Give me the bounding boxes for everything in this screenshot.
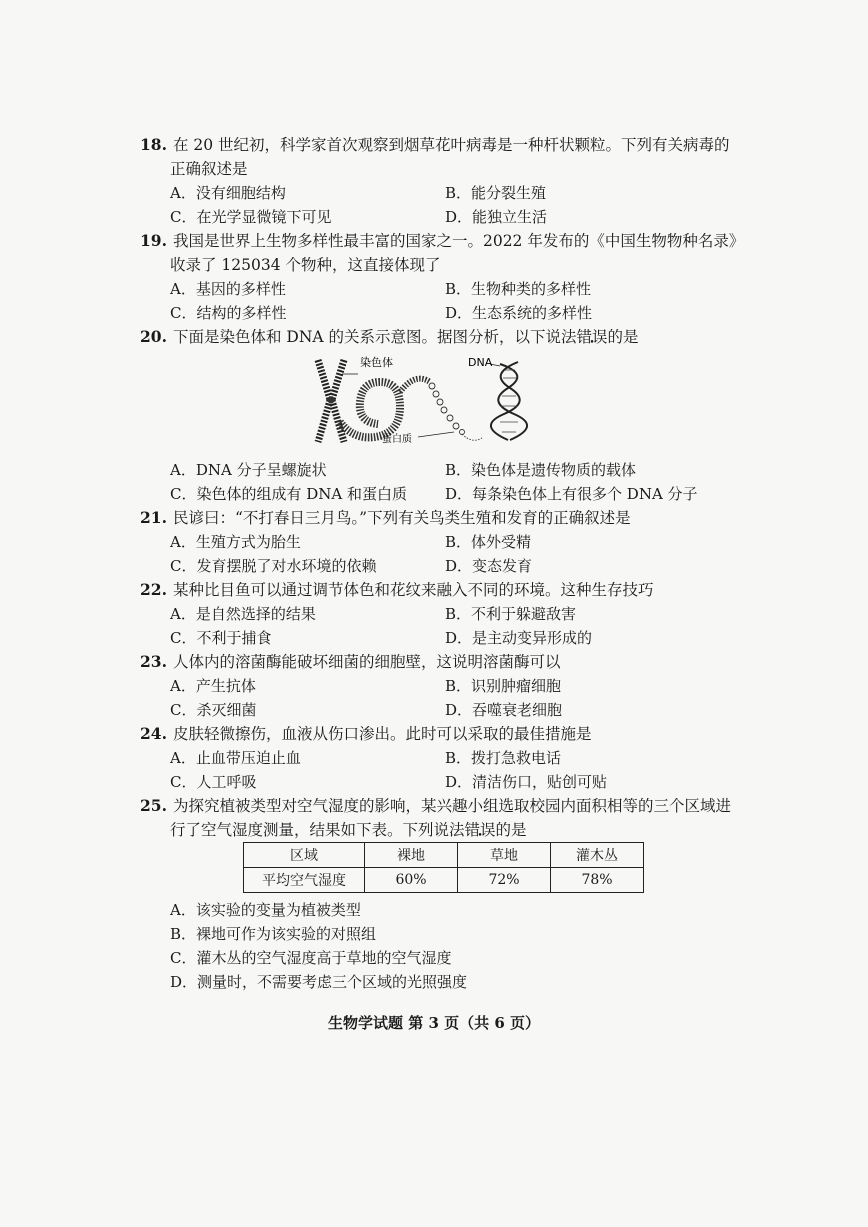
table-header-row bbox=[244, 843, 644, 868]
option-b[interactable]: B．能分裂生殖 bbox=[445, 184, 547, 202]
table-cell: 60% bbox=[365, 868, 458, 893]
question-stem: 皮肤轻微擦伤，血液从伤口渗出。此时可以采取的最佳措施是 bbox=[172, 725, 592, 743]
question-stem: 民谚曰：“不打春日三月鸟。”下列有关鸟类生殖和发育的正确叙述是 bbox=[172, 509, 631, 527]
question-stem: 在 20 世纪初，科学家首次观察到烟草花叶病毒是一种杆状颗粒。下列有关病毒的 bbox=[172, 136, 730, 154]
table-row-label: 平均空气湿度 bbox=[244, 868, 365, 893]
table-header: 草地 bbox=[458, 843, 551, 868]
question-stem: 我国是世界上生物多样性最丰富的国家之一。2022 年发布的《中国生物物种名录》 bbox=[172, 232, 745, 250]
question-number: 22. bbox=[140, 580, 167, 599]
coiled-fiber-illustration bbox=[340, 379, 430, 438]
option-a[interactable]: A．产生抗体 bbox=[170, 677, 256, 695]
option-c[interactable]: C．在光学显微镜下可见 bbox=[170, 208, 332, 226]
table-header: 灌木丛 bbox=[551, 843, 644, 868]
question-number: 24. bbox=[140, 724, 167, 743]
chromosome-label: 染色体 bbox=[360, 356, 393, 369]
question-number: 20. bbox=[140, 327, 167, 346]
emphasis-text: 错误 bbox=[576, 328, 608, 346]
option-c[interactable]: C．杀灭细菌 bbox=[170, 701, 257, 719]
option-d[interactable]: D．能独立生活 bbox=[445, 208, 548, 226]
option-b[interactable]: B．染色体是遗传物质的载体 bbox=[445, 461, 637, 479]
protein-label: 蛋白质 bbox=[382, 434, 412, 445]
question-20 bbox=[140, 325, 740, 349]
question-25 bbox=[140, 794, 740, 842]
question-number: 19. bbox=[140, 231, 167, 250]
question-number: 21. bbox=[140, 508, 167, 527]
option-a[interactable]: A．该实验的变量为植被类型 bbox=[170, 901, 361, 919]
question-18 bbox=[140, 133, 740, 229]
table-cell: 78% bbox=[551, 868, 644, 893]
dna-helix-illustration bbox=[491, 362, 527, 440]
page-footer: 生物学试题 第 3 页（共 6 页） bbox=[328, 1014, 540, 1032]
nucleosome-beads bbox=[429, 383, 465, 435]
option-c[interactable]: C．灌木丛的空气湿度高于草地的空气湿度 bbox=[170, 949, 452, 967]
question-stem-end: 的是 bbox=[495, 821, 527, 839]
option-d[interactable]: D．每条染色体上有很多个 DNA 分子 bbox=[445, 485, 698, 503]
option-b[interactable]: B．不利于躲避敌害 bbox=[445, 605, 577, 623]
question-25-options bbox=[140, 898, 740, 994]
option-d[interactable]: D．是主动变异形成的 bbox=[445, 629, 593, 647]
option-b[interactable]: B．拨打急救电话 bbox=[445, 749, 562, 767]
question-stem-end: 的是 bbox=[607, 328, 639, 346]
option-c[interactable]: C．人工呼吸 bbox=[170, 773, 257, 791]
humidity-table bbox=[243, 842, 644, 893]
question-stem-cont: 行了空气湿度测量，结果如下表。下列说法 bbox=[170, 821, 465, 839]
table-header: 区域 bbox=[244, 843, 365, 868]
protein-pointer bbox=[418, 432, 454, 437]
question-22 bbox=[140, 578, 740, 650]
question-stem: 下面是染色体和 DNA 的关系示意图。据图分析，以下说法 bbox=[172, 328, 577, 346]
option-a[interactable]: A．DNA 分子呈螺旋状 bbox=[170, 461, 327, 479]
option-c[interactable]: C．染色体的组成有 DNA 和蛋白质 bbox=[170, 485, 407, 503]
question-stem-cont: 正确叙述是 bbox=[170, 160, 248, 178]
option-a[interactable]: A．没有细胞结构 bbox=[170, 184, 286, 202]
question-19 bbox=[140, 229, 745, 325]
option-c[interactable]: C．结构的多样性 bbox=[170, 304, 287, 322]
option-a[interactable]: A．生殖方式为胎生 bbox=[170, 533, 301, 551]
question-stem: 某种比目鱼可以通过调节体色和花纹来融入不同的环境。这种生存技巧 bbox=[172, 581, 654, 599]
option-b[interactable]: B．裸地可作为该实验的对照组 bbox=[170, 925, 377, 943]
option-c[interactable]: C．发育摆脱了对水环境的依赖 bbox=[170, 557, 377, 575]
question-20-options bbox=[140, 458, 740, 506]
option-c[interactable]: C．不利于捕食 bbox=[170, 629, 272, 647]
question-number: 18. bbox=[140, 135, 167, 154]
dna-label: DNA bbox=[468, 356, 493, 369]
table-row bbox=[244, 868, 644, 893]
table-header: 裸地 bbox=[365, 843, 458, 868]
question-23 bbox=[140, 650, 740, 722]
option-a[interactable]: A．止血带压迫止血 bbox=[170, 749, 301, 767]
question-24 bbox=[140, 722, 740, 794]
question-number: 25. bbox=[140, 796, 167, 815]
question-stem: 人体内的溶菌酶能破坏细菌的细胞壁，这说明溶菌酶可以 bbox=[172, 653, 561, 671]
question-number: 23. bbox=[140, 652, 167, 671]
chromosome-dna-diagram bbox=[300, 352, 550, 452]
question-stem-cont: 收录了 125034 个物种，这直接体现了 bbox=[170, 256, 441, 274]
chromosome-illustration bbox=[318, 360, 344, 442]
option-b[interactable]: B．体外受精 bbox=[445, 533, 532, 551]
question-stem: 为探究植被类型对空气湿度的影响，某兴趣小组选取校园内面积相等的三个区域进 bbox=[172, 797, 731, 815]
table-cell: 72% bbox=[458, 868, 551, 893]
option-d[interactable]: D．吞噬衰老细胞 bbox=[445, 701, 563, 719]
question-21 bbox=[140, 506, 740, 578]
option-a[interactable]: A．基因的多样性 bbox=[170, 280, 286, 298]
emphasis-text: 错误 bbox=[464, 821, 496, 839]
option-d[interactable]: D．变态发育 bbox=[445, 557, 533, 575]
option-a[interactable]: A．是自然选择的结果 bbox=[170, 605, 316, 623]
option-d[interactable]: D．清洁伤口，贴创可贴 bbox=[445, 773, 608, 791]
option-d[interactable]: D．测量时，不需要考虑三个区域的光照强度 bbox=[170, 973, 468, 991]
option-b[interactable]: B．识别肿瘤细胞 bbox=[445, 677, 562, 695]
option-d[interactable]: D．生态系统的多样性 bbox=[445, 304, 593, 322]
option-b[interactable]: B．生物种类的多样性 bbox=[445, 280, 592, 298]
